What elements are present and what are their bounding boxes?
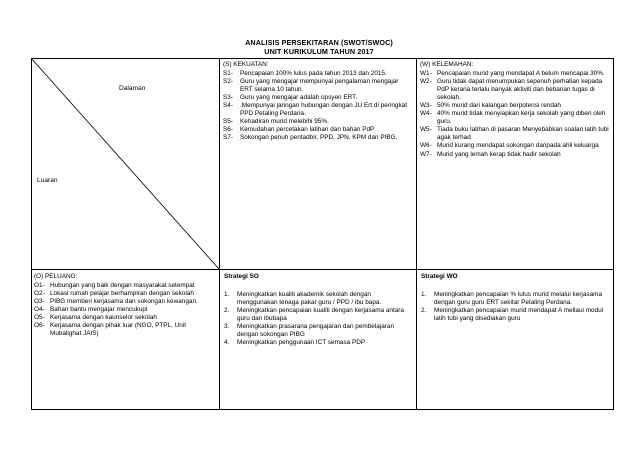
document-subtitle: UNIT KURIKULUM TAHUN 2017 <box>264 47 374 56</box>
list-item: O4- Bahan bantu mengajar mencukupi <box>34 306 148 314</box>
list-item: W1- Pencapaian murid yang mendapat A belum mencapai 30%. <box>420 70 605 78</box>
list-item: S4- .Mempunyai jaringan hubungan dengan JU Ert di peringkat PPD Petaling Perdana. <box>223 102 407 118</box>
strengths-cell <box>223 61 409 267</box>
list-item: W6- Murid kurang mendapat sokongan daripada ahli keluarga <box>420 142 599 150</box>
table-col-divider-2 <box>416 58 417 410</box>
list-item: 2. Meningkatkan pencapaian murid mendapat A mellaui modul latih tubi yang disediakan guru <box>421 307 604 323</box>
weaknesses-cell <box>420 61 610 267</box>
opportunities-cell <box>34 273 216 407</box>
list-item: 1. Meningkatkan pencapaian % lulus murid melalui kerjasama dengan guru guru ERT sekitar Petaling Perdana. <box>421 291 603 307</box>
strengths-heading: (S) KEKUATAN: <box>223 61 269 68</box>
list-item: 3. Meningkatkan prasarana pengajaran dan pembelajaran dengan sokongan PIBG <box>224 323 395 339</box>
list-item: O6- Kerjasama dengan pihak luar (NGO, PTPL, Unit Mubalighat JAIS) <box>34 322 187 338</box>
list-item: W5- Tiada buku latihan di pasaran Menyebabkan soalan latih tubi agak terhad <box>420 126 609 142</box>
list-item: S2- Guru yang mengajar mempunyai pengalaman mengajar ERT selama 10 tahun. <box>223 78 399 94</box>
corner-label-inner: Dalaman <box>119 85 146 92</box>
strategy-so-cell <box>224 273 410 407</box>
list-item: O2- Lokasi rumah pelajar berhampiran dengan sekolah <box>34 290 194 298</box>
list-item: W3- 50% murid dari kalangan berpotensi rendah <box>420 102 561 110</box>
list-item: S6- Kemudahan percetakan latihan dan bahan PdP <box>223 126 375 134</box>
table-border-right <box>613 58 614 410</box>
weaknesses-heading: (W) KELEMAHAN: <box>420 61 474 68</box>
list-item: S3- Guru yang mengajar adalah opsyen ERT. <box>223 94 358 102</box>
list-item: O3- PIBG memberi kerjasama dan sokongan kewangan. <box>34 298 198 306</box>
list-item: W2- Guru tidak dapat menumpukan sepenuh perhatian kepada PdP kerana terlalu banyak aktiviti dan bebanan tugas di sekolah. <box>420 78 603 102</box>
list-item: O5- Kerjasama dengan kaunselor sekolah <box>34 314 157 322</box>
list-item: 2. Meningkatkan pencapaian kualiti dengan kerjasama antara guru dan ibubapa <box>224 307 404 323</box>
swot-table <box>31 58 614 410</box>
strategy-wo-cell <box>421 273 609 407</box>
corner-label-outer: Luaran <box>37 177 58 184</box>
table-border-bottom <box>31 409 614 410</box>
list-item: S7- Sokongan penuh pentadbir, PPD, JPN, KPM dan PIBG. <box>223 134 398 142</box>
list-item: W7- Murid yang lemah kerap tidak hadir sekolah <box>420 150 561 158</box>
document-title: ANALISIS PERSEKITARAN (SWOT/SWOC) <box>245 38 393 47</box>
list-item: 4. Meningkatkan penggunaan ICT semasa PDP <box>224 339 366 347</box>
opportunities-heading: (O) PELUANG: <box>34 273 78 280</box>
strategy-so-heading: Strategi SO <box>224 273 259 280</box>
list-item: S1- Pencapaian 100% lulus pada tahun 2013 dan 2015. <box>223 70 387 78</box>
list-item: S5- Kehadiran murid melebihi 95%. <box>223 118 329 126</box>
strategy-wo-heading: Strategi WO <box>421 273 458 280</box>
list-item: O1- Hubungan yang baik dengan masyarakat setempat <box>34 282 195 290</box>
list-item: 1. Meningkatkan kualiti akademik sekolah dengan menggunakan tenaga pakar guru / PPD / ibu bapa. <box>224 291 382 307</box>
list-item: W4- 40% murid tidak menyiapkan kerja sekolah yang diberi oleh guru. <box>420 110 606 126</box>
